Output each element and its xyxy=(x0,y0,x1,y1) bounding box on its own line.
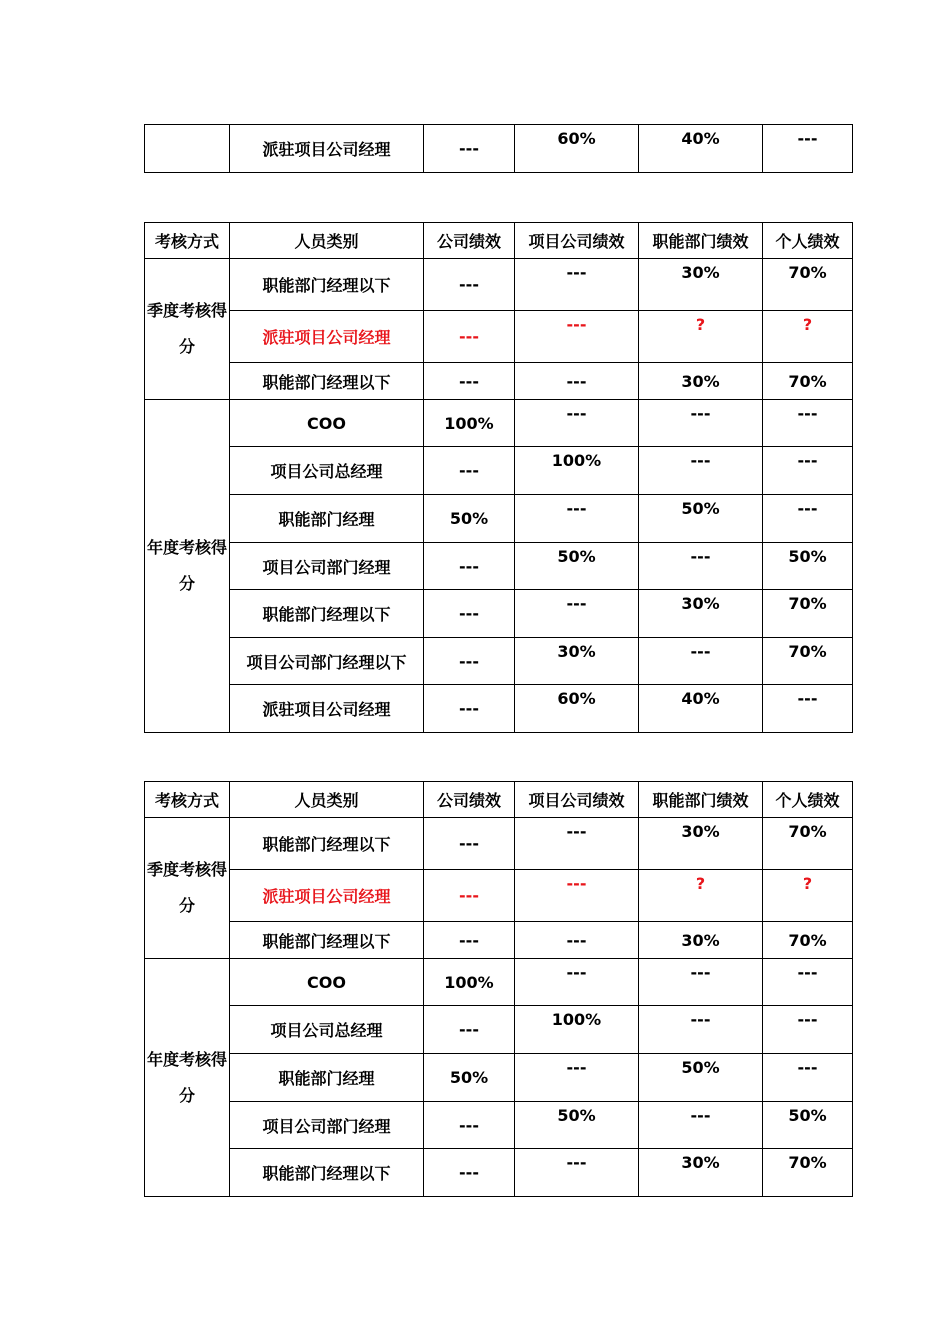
weight-table-2 xyxy=(144,222,853,733)
dept-cell: 30% xyxy=(639,259,763,311)
personal-cell: --- xyxy=(763,400,853,447)
table-row xyxy=(145,543,853,590)
company-cell: --- xyxy=(424,922,515,959)
project-cell: --- xyxy=(515,363,639,400)
project-cell: 60% xyxy=(515,125,639,173)
company-cell: 100% xyxy=(424,400,515,447)
table-row-highlighted xyxy=(145,870,853,922)
personal-cell: ? xyxy=(763,870,853,922)
project-cell: --- xyxy=(515,959,639,1006)
personal-cell: --- xyxy=(763,685,853,733)
personal-cell: 70% xyxy=(763,590,853,638)
personal-cell: 70% xyxy=(763,259,853,311)
header-category: 人员类别 xyxy=(230,223,424,259)
dept-cell: --- xyxy=(639,447,763,495)
method-cell xyxy=(145,125,230,173)
category-cell: COO xyxy=(230,400,424,447)
project-cell: --- xyxy=(515,1149,639,1197)
dept-cell: ? xyxy=(639,311,763,363)
personal-cell: --- xyxy=(763,959,853,1006)
header-personal: 个人绩效 xyxy=(763,223,853,259)
company-cell: --- xyxy=(424,590,515,638)
table-row xyxy=(145,922,853,959)
project-cell: --- xyxy=(515,922,639,959)
annual-method-cell: 年度考核得分 xyxy=(145,959,230,1197)
company-cell: --- xyxy=(424,543,515,590)
company-cell: --- xyxy=(424,818,515,870)
dept-cell: --- xyxy=(639,638,763,685)
project-cell: --- xyxy=(515,311,639,363)
dept-cell: 30% xyxy=(639,818,763,870)
weight-table-3 xyxy=(144,781,853,1197)
category-cell: 职能部门经理以下 xyxy=(230,259,424,311)
project-cell: --- xyxy=(515,259,639,311)
annual-method-cell: 年度考核得分 xyxy=(145,400,230,733)
table-row xyxy=(145,363,853,400)
personal-cell: 70% xyxy=(763,818,853,870)
table-row xyxy=(145,495,853,543)
personal-cell: --- xyxy=(763,447,853,495)
table-row xyxy=(145,400,853,447)
dept-cell: 30% xyxy=(639,1149,763,1197)
category-cell: 职能部门经理以下 xyxy=(230,1149,424,1197)
table-row xyxy=(145,959,853,1006)
dept-cell: --- xyxy=(639,959,763,1006)
company-cell: --- xyxy=(424,447,515,495)
category-cell: 职能部门经理以下 xyxy=(230,922,424,959)
personal-cell: 50% xyxy=(763,543,853,590)
project-cell: 100% xyxy=(515,1006,639,1054)
company-cell: 50% xyxy=(424,495,515,543)
dept-cell: 40% xyxy=(639,125,763,173)
header-dept: 职能部门绩效 xyxy=(639,223,763,259)
weight-table-continuation xyxy=(144,124,853,173)
table-row xyxy=(145,685,853,733)
category-cell: 职能部门经理以下 xyxy=(230,363,424,400)
table-row xyxy=(145,818,853,870)
category-cell: 派驻项目公司经理 xyxy=(230,870,424,922)
personal-cell: 70% xyxy=(763,363,853,400)
personal-cell: --- xyxy=(763,1054,853,1102)
header-company: 公司绩效 xyxy=(424,782,515,818)
project-cell: 60% xyxy=(515,685,639,733)
dept-cell: 50% xyxy=(639,495,763,543)
personal-cell: --- xyxy=(763,1006,853,1054)
category-cell: 项目公司部门经理以下 xyxy=(230,638,424,685)
category-cell: 项目公司总经理 xyxy=(230,1006,424,1054)
dept-cell: 50% xyxy=(639,1054,763,1102)
header-category: 人员类别 xyxy=(230,782,424,818)
project-cell: --- xyxy=(515,818,639,870)
header-method: 考核方式 xyxy=(145,782,230,818)
company-cell: --- xyxy=(424,870,515,922)
dept-cell: --- xyxy=(639,400,763,447)
company-cell: --- xyxy=(424,125,515,173)
company-cell: --- xyxy=(424,259,515,311)
table-row xyxy=(145,1149,853,1197)
dept-cell: ? xyxy=(639,870,763,922)
company-cell: --- xyxy=(424,363,515,400)
quarterly-method-cell: 季度考核得分 xyxy=(145,259,230,400)
category-cell: 派驻项目公司经理 xyxy=(230,311,424,363)
project-cell: --- xyxy=(515,495,639,543)
dept-cell: 30% xyxy=(639,922,763,959)
header-project: 项目公司绩效 xyxy=(515,782,639,818)
personal-cell: ? xyxy=(763,311,853,363)
company-cell: 100% xyxy=(424,959,515,1006)
project-cell: 30% xyxy=(515,638,639,685)
header-method: 考核方式 xyxy=(145,223,230,259)
table-row xyxy=(145,1006,853,1054)
project-cell: 50% xyxy=(515,1102,639,1149)
personal-cell: --- xyxy=(763,495,853,543)
personal-cell: 70% xyxy=(763,922,853,959)
dept-cell: --- xyxy=(639,1102,763,1149)
dept-cell: --- xyxy=(639,543,763,590)
category-cell: COO xyxy=(230,959,424,1006)
quarterly-method-cell: 季度考核得分 xyxy=(145,818,230,959)
category-cell: 派驻项目公司经理 xyxy=(230,685,424,733)
header-project: 项目公司绩效 xyxy=(515,223,639,259)
personal-cell: 70% xyxy=(763,638,853,685)
company-cell: 50% xyxy=(424,1054,515,1102)
table-row xyxy=(145,1102,853,1149)
table-row xyxy=(145,259,853,311)
table-row xyxy=(145,638,853,685)
table-row xyxy=(145,125,853,173)
dept-cell: 40% xyxy=(639,685,763,733)
dept-cell: 30% xyxy=(639,363,763,400)
header-personal: 个人绩效 xyxy=(763,782,853,818)
dept-cell: --- xyxy=(639,1006,763,1054)
table-row xyxy=(145,590,853,638)
project-cell: --- xyxy=(515,590,639,638)
category-cell: 职能部门经理以下 xyxy=(230,590,424,638)
category-cell: 项目公司部门经理 xyxy=(230,543,424,590)
category-cell: 项目公司总经理 xyxy=(230,447,424,495)
company-cell: --- xyxy=(424,1149,515,1197)
category-cell: 派驻项目公司经理 xyxy=(230,125,424,173)
project-cell: --- xyxy=(515,870,639,922)
table-row xyxy=(145,447,853,495)
header-dept: 职能部门绩效 xyxy=(639,782,763,818)
project-cell: --- xyxy=(515,400,639,447)
table-row xyxy=(145,1054,853,1102)
header-row xyxy=(145,782,853,818)
personal-cell: --- xyxy=(763,125,853,173)
header-company: 公司绩效 xyxy=(424,223,515,259)
header-row xyxy=(145,223,853,259)
project-cell: 100% xyxy=(515,447,639,495)
project-cell: 50% xyxy=(515,543,639,590)
company-cell: --- xyxy=(424,685,515,733)
category-cell: 项目公司部门经理 xyxy=(230,1102,424,1149)
category-cell: 职能部门经理 xyxy=(230,495,424,543)
company-cell: --- xyxy=(424,638,515,685)
company-cell: --- xyxy=(424,311,515,363)
category-cell: 职能部门经理以下 xyxy=(230,818,424,870)
personal-cell: 50% xyxy=(763,1102,853,1149)
project-cell: --- xyxy=(515,1054,639,1102)
company-cell: --- xyxy=(424,1006,515,1054)
table-row-highlighted xyxy=(145,311,853,363)
personal-cell: 70% xyxy=(763,1149,853,1197)
dept-cell: 30% xyxy=(639,590,763,638)
company-cell: --- xyxy=(424,1102,515,1149)
category-cell: 职能部门经理 xyxy=(230,1054,424,1102)
